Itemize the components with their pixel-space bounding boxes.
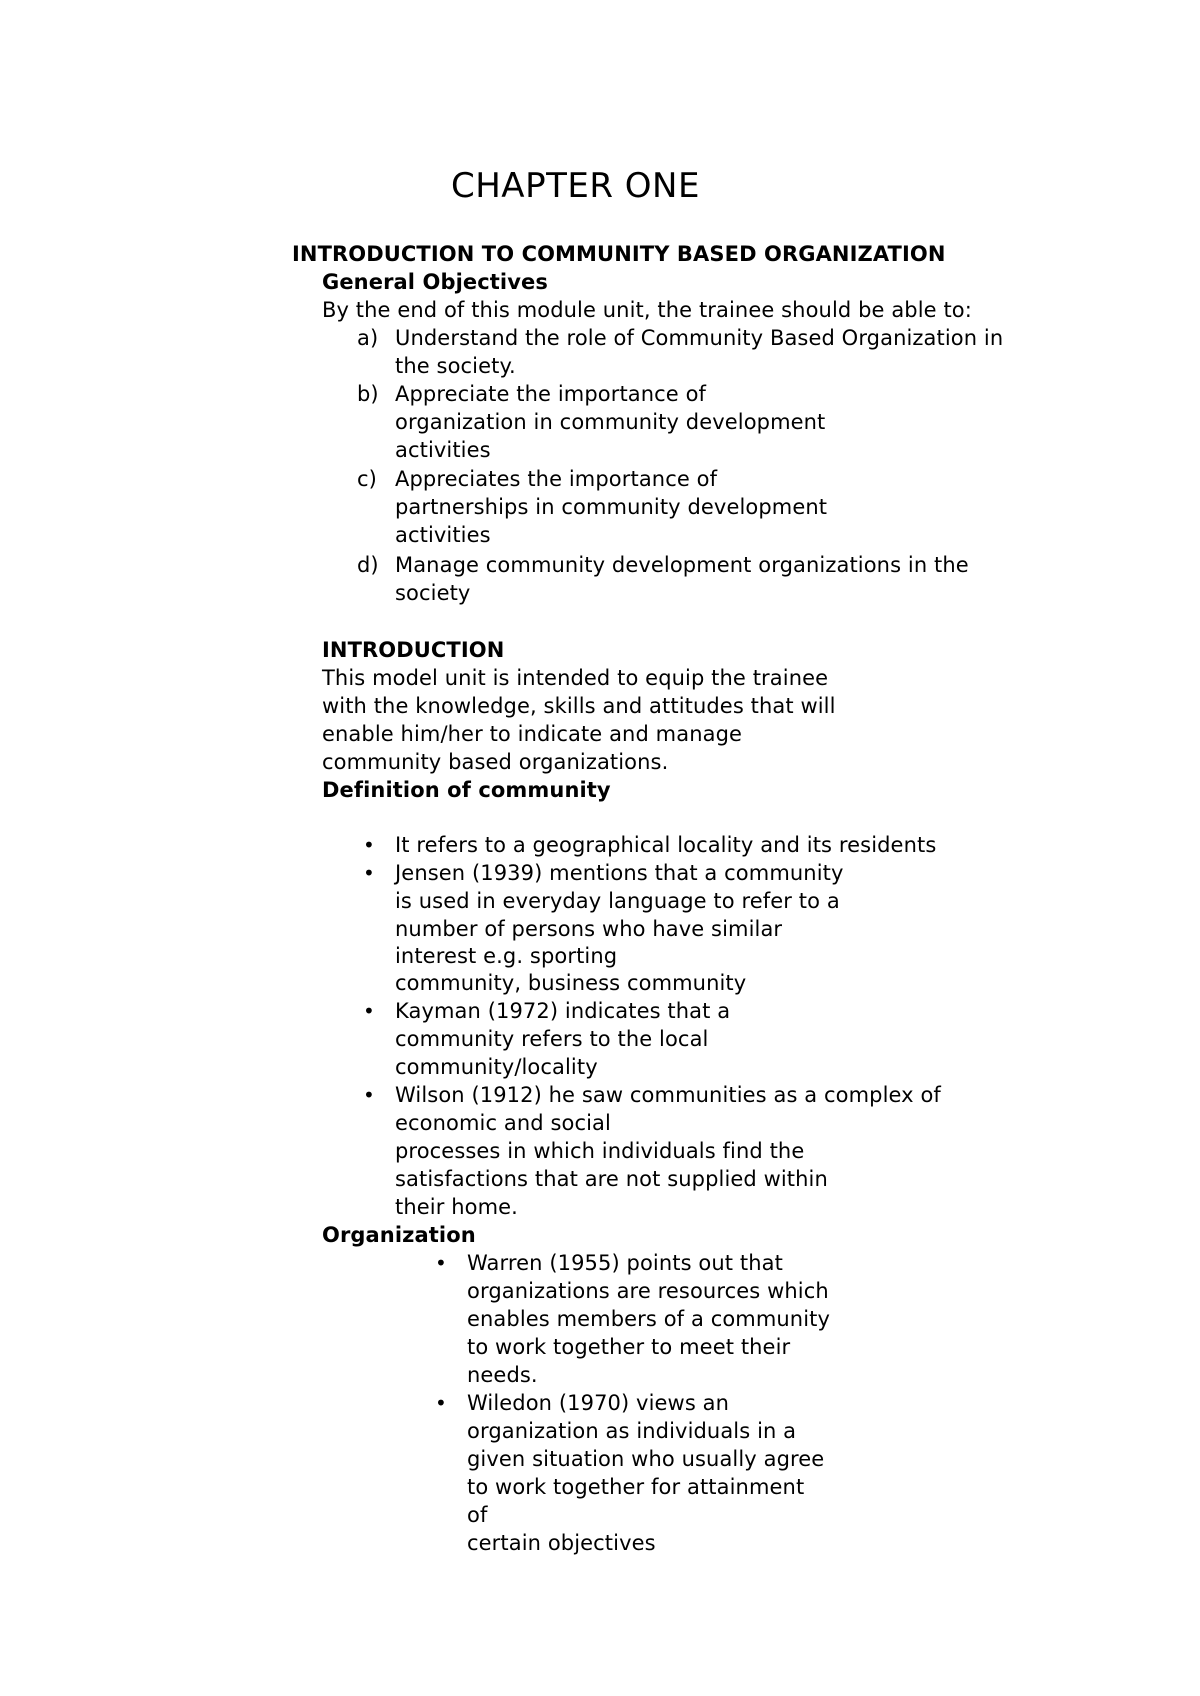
bullet-text: is used in everyday language to refer to a [395,889,840,913]
bullet-icon: • [435,1391,447,1415]
bullet-text: community/locality [395,1055,598,1079]
introduction-line: community based organizations. [322,750,669,774]
objective-text: Understand the role of Community Based Organization in [395,326,1004,350]
bullet-text: processes in which individuals find the [395,1139,805,1163]
bullet-text: Wiledon (1970) views an [467,1391,730,1415]
bullet-text: It refers to a geographical locality and its residents [395,833,937,857]
bullet-text: to work together for attainment [467,1475,805,1499]
bullet-text: to work together to meet their [467,1335,791,1359]
bullet-text: organization as individuals in a [467,1419,797,1443]
objectives-heading: General Objectives [322,270,548,294]
objective-marker: a) [357,326,379,350]
objective-marker: b) [357,382,379,406]
bullet-text: Jensen (1939) mentions that a community [395,861,844,885]
bullet-text: of [467,1503,488,1527]
objective-text: organization in community development [395,410,826,434]
bullet-text: community refers to the local [395,1027,709,1051]
objective-text: society [395,581,471,605]
organization-heading: Organization [322,1223,476,1247]
bullet-text: their home. [395,1195,518,1219]
objective-text: Appreciates the importance of [395,467,718,491]
objective-text: activities [395,523,491,547]
bullet-text: needs. [467,1363,538,1387]
objective-text: partnerships in community development [395,495,828,519]
bullet-icon: • [363,861,375,885]
chapter-title: CHAPTER ONE [451,166,700,206]
bullet-text: enables members of a community [467,1307,831,1331]
bullet-icon: • [363,999,375,1023]
objective-marker: d) [357,553,379,577]
introduction-line: enable him/her to indicate and manage [322,722,743,746]
objective-text: activities [395,438,491,462]
bullet-text: given situation who usually agree [467,1447,825,1471]
main-heading: INTRODUCTION TO COMMUNITY BASED ORGANIZATION [292,242,946,266]
objective-text: the society. [395,354,516,378]
introduction-line: This model unit is intended to equip the trainee [322,666,829,690]
bullet-text: Kayman (1972) indicates that a [395,999,731,1023]
bullet-text: economic and social [395,1111,611,1135]
objective-text: Manage community development organizations in the [395,553,969,577]
bullet-icon: • [363,833,375,857]
bullet-icon: • [435,1251,447,1275]
bullet-text: certain objectives [467,1531,656,1555]
objective-text: Appreciate the importance of [395,382,707,406]
bullet-text: number of persons who have similar [395,917,783,941]
bullet-text: community, business community [395,971,747,995]
objective-marker: c) [357,467,377,491]
definition-heading: Definition of community [322,778,611,802]
bullet-text: satisfactions that are not supplied within [395,1167,828,1191]
bullet-icon: • [363,1083,375,1107]
bullet-text: organizations are resources which [467,1279,829,1303]
bullet-text: interest e.g. sporting [395,944,618,968]
introduction-heading: INTRODUCTION [322,638,505,662]
bullet-text: Warren (1955) points out that [467,1251,783,1275]
bullet-text: Wilson (1912) he saw communities as a complex of [395,1083,941,1107]
introduction-line: with the knowledge, skills and attitudes that will [322,694,836,718]
objectives-intro: By the end of this module unit, the trainee should be able to: [322,298,972,322]
